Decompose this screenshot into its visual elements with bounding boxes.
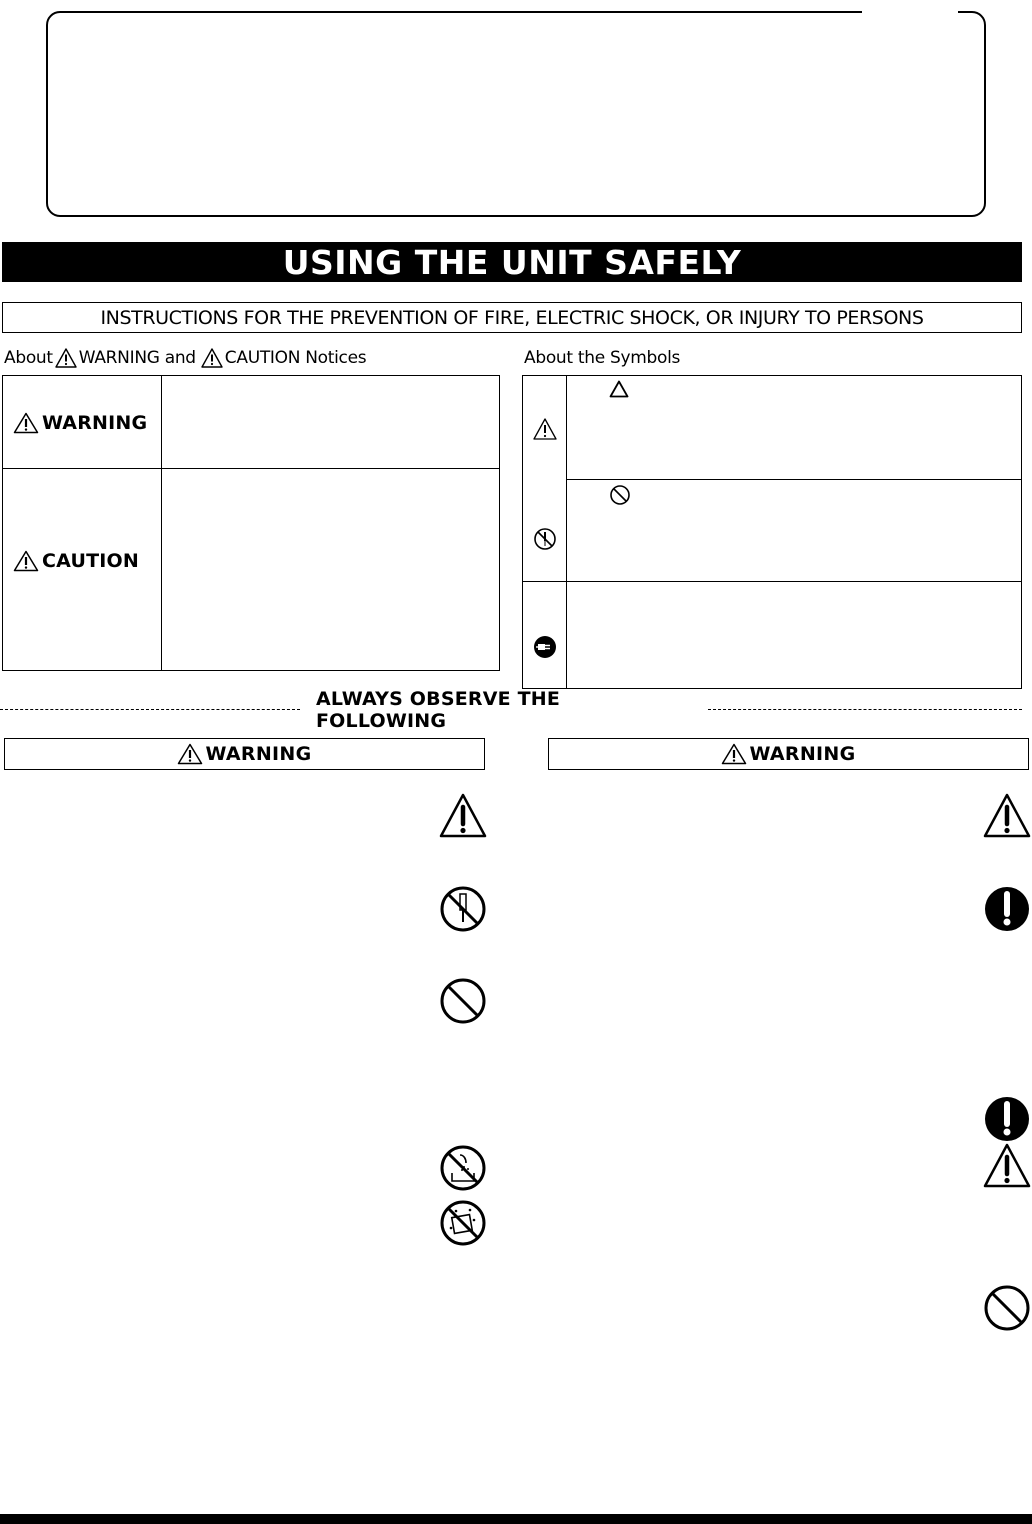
no-disassemble-icon	[533, 527, 557, 551]
notice-frame	[46, 11, 986, 217]
page-bottom-rule	[0, 1514, 1032, 1524]
left-warning-header	[4, 738, 485, 770]
no-water-icon	[438, 1143, 488, 1193]
right-warning-header-text: WARNING	[749, 743, 856, 765]
caution-triangle-icon	[13, 412, 39, 434]
caution-triangle-icon	[438, 792, 488, 842]
unplug-icon	[533, 635, 557, 659]
prohibited-icon	[438, 976, 488, 1026]
observe-divider-left	[0, 709, 300, 710]
notices-heading-prefix: About	[4, 348, 53, 368]
warning-notice-text: WARNING	[42, 412, 148, 434]
mandatory-action-icon	[982, 884, 1032, 934]
symbol-caution-inline	[609, 380, 629, 398]
symbols-table	[522, 375, 1022, 689]
prohibited-icon	[609, 484, 631, 506]
symbol-row-caution	[523, 416, 566, 442]
symbol-prohibited-inline	[609, 484, 631, 506]
caution-triangle-icon	[532, 417, 558, 441]
caution-triangle-icon	[13, 550, 39, 572]
no-disassemble-icon	[438, 884, 488, 934]
caution-triangle-icon	[982, 792, 1032, 842]
right-warning-header	[548, 738, 1029, 770]
symbol-row-mandatory	[523, 632, 566, 662]
caution-triangle-icon	[55, 348, 77, 368]
notices-table	[2, 375, 500, 671]
prohibited-icon	[982, 1283, 1032, 1333]
notices-heading	[4, 346, 366, 370]
symbols-heading: About the Symbols	[524, 348, 681, 368]
caution-triangle-icon	[721, 743, 747, 765]
page-title: USING THE UNIT SAFELY	[2, 242, 1022, 282]
caution-triangle-outline-icon	[609, 380, 629, 398]
notice-frame-gap	[862, 9, 958, 15]
left-warning-header-text: WARNING	[205, 743, 312, 765]
observe-divider-right	[708, 709, 1022, 710]
notices-heading-caution: CAUTION Notices	[224, 348, 367, 368]
no-wet-icon	[438, 1198, 488, 1248]
mandatory-action-icon	[982, 1094, 1032, 1144]
observe-title: ALWAYS OBSERVE THE FOLLOWING	[316, 688, 561, 732]
caution-notice-label	[13, 548, 139, 574]
caution-triangle-icon	[201, 348, 223, 368]
caution-notice-text: CAUTION	[42, 550, 139, 572]
caution-triangle-icon	[177, 743, 203, 765]
caution-triangle-icon	[982, 1142, 1032, 1192]
instructions-title: INSTRUCTIONS FOR THE PREVENTION OF FIRE, ELECTRIC SHOCK, OR INJURY TO PERSONS	[2, 302, 1022, 333]
symbol-row-prohibited	[523, 524, 566, 554]
warning-notice-label	[13, 410, 147, 436]
notices-heading-warning: WARNING and	[78, 348, 196, 368]
